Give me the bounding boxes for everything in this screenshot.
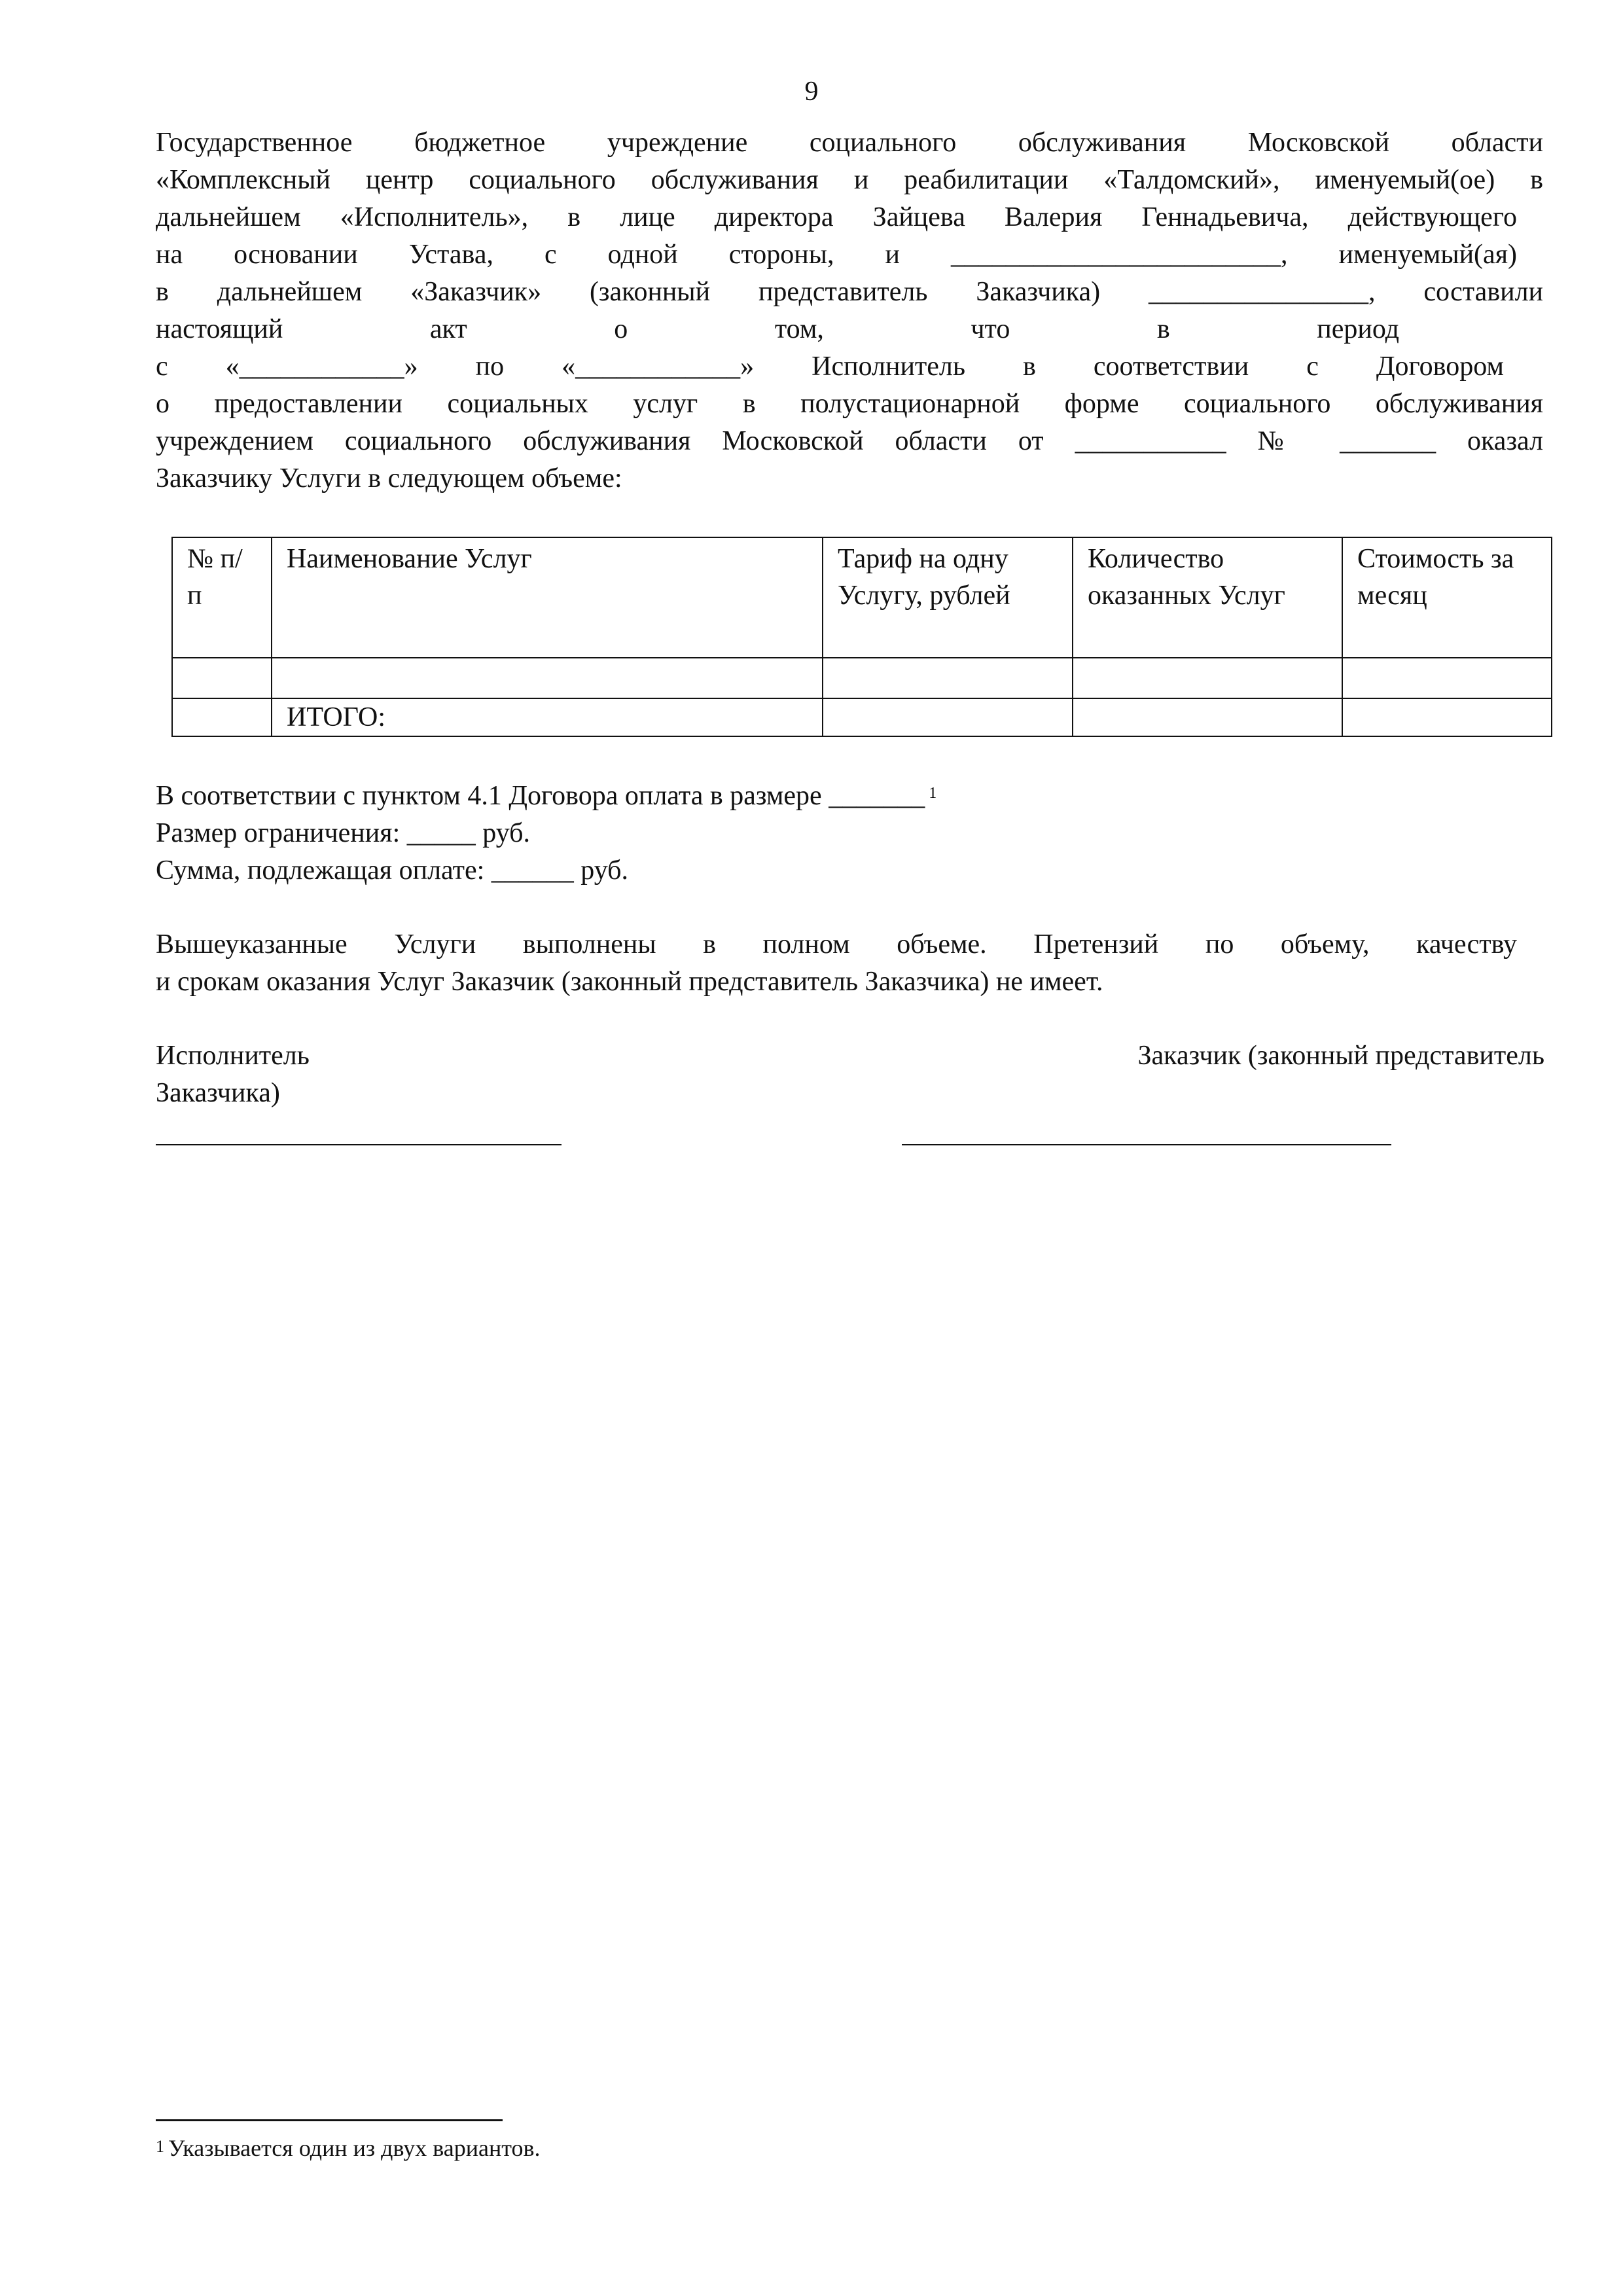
services-table	[171, 537, 1552, 737]
executor-signature-line	[156, 1144, 562, 1145]
intro-line: настоящий акт о том, что в период	[156, 314, 1399, 344]
table-cell	[1342, 658, 1552, 698]
header-cell-quantity: Количество оказанных Услуг	[1073, 537, 1342, 658]
intro-line: в дальнейшем «Заказчик» (законный представитель Заказчика) ________________, составили	[156, 277, 1543, 307]
table-cell	[1073, 658, 1342, 698]
footnote-mark: 1	[156, 2137, 164, 2156]
header-cell-number: № п/ п	[172, 537, 272, 658]
claims-line: и срокам оказания Услуг Заказчик (законный представитель Заказчика) не имеет.	[156, 967, 1103, 997]
total-label: ИТОГО:	[272, 698, 823, 736]
table-cell	[172, 658, 272, 698]
header-cell-service-name: Наименование Услуг	[272, 537, 823, 658]
page-number: 9	[804, 77, 819, 107]
intro-line: с «____________» по «____________» Исполнитель в соответствии с Договором	[156, 351, 1504, 382]
customer-signature-line	[902, 1144, 1391, 1145]
claims-line: Вышеуказанные Услуги выполнены в полном объеме. Претензий по объему, качеству	[156, 929, 1517, 960]
intro-line: на основании Устава, с одной стороны, и ________________________, именуемый(ая)	[156, 240, 1517, 270]
table-cell	[823, 698, 1073, 736]
intro-line: учреждением социального обслуживания Московской области от ___________ № _______ оказал	[156, 426, 1543, 456]
sum-due-line: Сумма, подлежащая оплате: ______ руб.	[156, 855, 629, 886]
payment-line	[156, 778, 1543, 816]
table-cell	[1073, 698, 1342, 736]
footnote-separator	[156, 2119, 503, 2121]
footnote	[156, 2132, 541, 2164]
footnote-reference: 1	[929, 785, 937, 802]
footnote-text: Указывается один из двух вариантов.	[168, 2135, 541, 2161]
table-row	[172, 658, 1552, 698]
customer-label: Заказчик (законный представитель	[1137, 1041, 1544, 1071]
table-header-row	[172, 537, 1552, 658]
intro-line: о предоставлении социальных услуг в полустационарной форме социального обслуживания	[156, 389, 1543, 419]
intro-line: Государственное бюджетное учреждение социального обслуживания Московской области	[156, 128, 1543, 158]
payment-amount-text: В соответствии с пунктом 4.1 Договора оплата в размере _______	[156, 781, 925, 811]
header-cell-monthly-cost: Стоимость за месяц	[1342, 537, 1552, 658]
table-total-row	[172, 698, 1552, 736]
table-cell	[272, 658, 823, 698]
executor-label: Исполнитель	[156, 1041, 310, 1071]
intro-line: дальнейшем «Исполнитель», в лице директора Зайцева Валерия Геннадьевича, действующего	[156, 202, 1517, 232]
table-cell	[172, 698, 272, 736]
table-cell	[1342, 698, 1552, 736]
intro-line: «Комплексный центр социального обслуживания и реабилитации «Талдомский», именуемый(ое) в	[156, 165, 1543, 195]
limit-line: Размер ограничения: _____ руб.	[156, 818, 531, 848]
header-cell-tariff: Тариф на одну Услугу, рублей	[823, 537, 1073, 658]
intro-line: Заказчику Услуги в следующем объеме:	[156, 463, 622, 493]
customer-label-continued: Заказчика)	[156, 1078, 280, 1108]
table-cell	[823, 658, 1073, 698]
